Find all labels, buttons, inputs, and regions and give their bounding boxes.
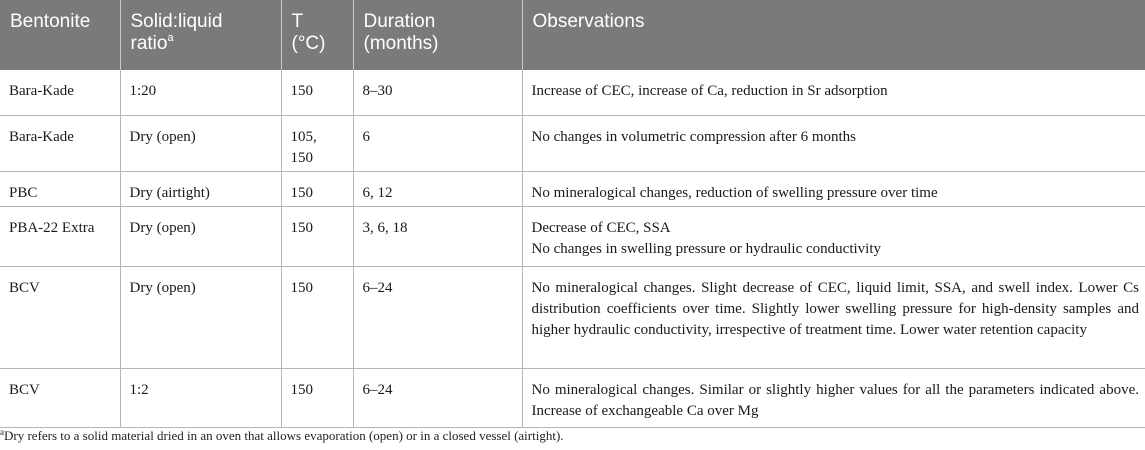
cell-temp: 150	[281, 70, 353, 115]
cell-temp	[281, 115, 353, 171]
table-footnote	[0, 428, 1140, 444]
cell-duration: 6–24	[353, 266, 522, 368]
cell-observations: No mineralogical changes. Similar or slightly higher values for all the parameters indicated above. Increase of exchangeable Ca over Mg	[522, 368, 1145, 427]
cell-duration: 3, 6, 18	[353, 206, 522, 266]
header-duration-line1: Duration	[363, 11, 436, 32]
cell-observations: No changes in volumetric compression after 6 months	[522, 115, 1145, 171]
cell-temp-line1: 105,	[290, 128, 317, 145]
cell-ratio: Dry (open)	[120, 115, 281, 171]
table-row	[0, 368, 1145, 427]
cell-observations-line1: Decrease of CEC, SSA	[531, 219, 671, 236]
cell-temp: 150	[281, 171, 353, 206]
cell-ratio: Dry (open)	[120, 206, 281, 266]
footnote-marker: a	[0, 427, 4, 437]
header-temperature	[281, 0, 353, 70]
cell-observations: No mineralogical changes. Slight decrease of CEC, liquid limit, SSA, and swell index. Lower Cs distribution coefficients over time. Slightly lower swelling pressure for high-density samples and higher hydraulic conductivity, irrespective of treatment time. Lower water retention capacity	[522, 266, 1145, 368]
cell-bentonite: PBA-22 Extra	[0, 206, 120, 266]
table-row	[0, 70, 1145, 115]
cell-bentonite: PBC	[0, 171, 120, 206]
table-row	[0, 115, 1145, 171]
header-bentonite: Bentonite	[10, 11, 91, 32]
table-row	[0, 206, 1145, 266]
cell-observations	[522, 206, 1145, 266]
table-header-row	[0, 0, 1145, 70]
cell-observations: Increase of CEC, increase of Ca, reduction in Sr adsorption	[522, 70, 1145, 115]
header-temp-line2: (°C)	[291, 33, 326, 54]
header-duration	[353, 0, 522, 70]
cell-observations: No mineralogical changes, reduction of swelling pressure over time	[522, 171, 1145, 206]
cell-ratio: 1:20	[120, 70, 281, 115]
footnote-marker: a	[167, 32, 174, 44]
header-ratio-line2: ratio	[130, 33, 168, 54]
cell-bentonite: BCV	[0, 266, 120, 368]
header-solid-liquid-ratio	[120, 0, 281, 70]
cell-observations-line2: No changes in swelling pressure or hydraulic conductivity	[531, 240, 881, 257]
cell-temp: 150	[281, 206, 353, 266]
cell-ratio: Dry (airtight)	[120, 171, 281, 206]
cell-temp-line2: 150	[290, 149, 313, 166]
cell-duration: 8–30	[353, 70, 522, 115]
header-temp-line1: T	[291, 11, 304, 32]
table-row	[0, 266, 1145, 368]
table-row	[0, 171, 1145, 206]
cell-duration: 6–24	[353, 368, 522, 427]
cell-bentonite: Bara-Kade	[0, 70, 120, 115]
cell-ratio: Dry (open)	[120, 266, 281, 368]
cell-ratio: 1:2	[120, 368, 281, 427]
cell-temp: 150	[281, 266, 353, 368]
header-ratio-line1: Solid:liquid	[130, 11, 223, 32]
header-observations: Observations	[522, 0, 1145, 70]
cell-bentonite: Bara-Kade	[0, 115, 120, 171]
footnote-text: Dry refers to a solid material dried in an oven that allows evaporation (open) or in a closed vessel (airtight).	[4, 428, 564, 443]
cell-bentonite: BCV	[0, 368, 120, 427]
cell-duration: 6	[353, 115, 522, 171]
cell-temp: 150	[281, 368, 353, 427]
cell-duration: 6, 12	[353, 171, 522, 206]
header-duration-line2: (months)	[363, 33, 439, 54]
